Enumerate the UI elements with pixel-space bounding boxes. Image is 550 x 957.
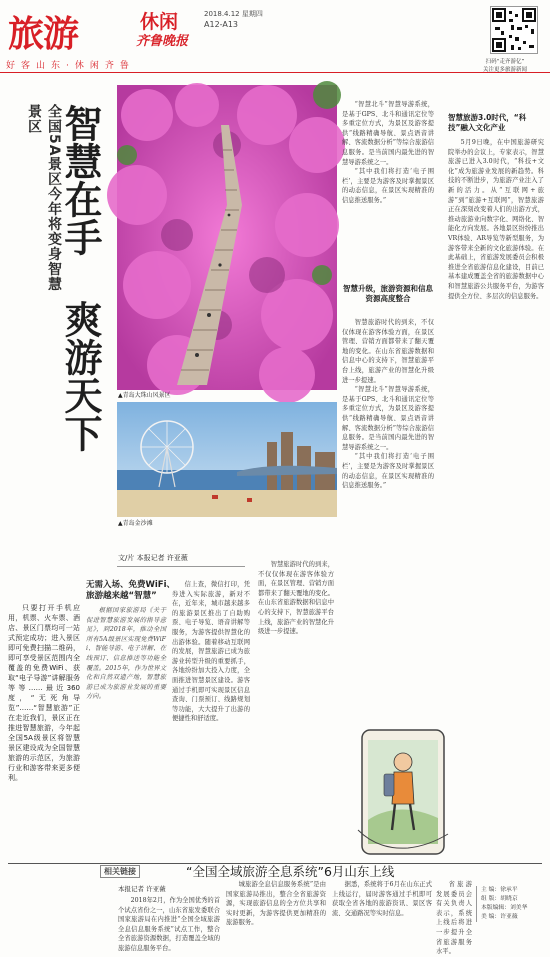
qr-caption-line1: 扫码“走齐游亿”: [485, 59, 525, 65]
col4-text3-cont: 智慧旅游时代的到来，不仅仅体现在游客体验方面，在景区管理、营销方面都带来了翻天覆地的变化。在山东省旅游数据和信息中心的支持下，智慧旅游平台上线，旅游产业的智慧化升级进一步提速。: [258, 561, 334, 636]
col4-text1-repeat: “智慧北斗”智慧导游系统，是基于GPS、北斗和通讯定位等多重定位方式，为景区及游客提供“线路精确导航、景点语音讲解、客流数据分析”等综合旅游信息服务。是当前国内最先进的智慧导游系统之一。: [342, 386, 434, 451]
column-4: [342, 100, 434, 278]
sidebar-text: 只要打开手机应用，机票、火车票、酒店、景区门票均可一站式预定成功；进入景区即可免费扫描二维码，即可享受景区范围内全覆盖的免费WiFi、获取“电子导游”讲解服务等等……最近360度，“无死角导览”……“智慧旅游”正在走近我们，景区正在推进智慧旅游，今年起全国5A级景区将智慧景区建设成为全国智慧旅游的示范区，为旅游行业和游客带来更多便利。: [8, 604, 80, 782]
credit-line2: 组 版：胡晓京: [481, 896, 518, 902]
col3-text: 信上查，微信打印，凭券进入实际旅游，新对不在，近年来，城市越来越多的旅游景区推出了自助购票、电子导览、语音讲解等服务，为游客提供智慧化的出游体验。随着移动互联网的发展，智慧旅游已成为旅游业转型升级的重要抓手，各地纷纷加大投入力度，全面推进智慧景区建设。游客通过手机即可实现景区信息查询、门票预订、线路规划等功能，大大提升了出游的便捷性和舒适度。: [172, 581, 250, 723]
col4-text3: 智慧旅游时代的到来，不仅仅体现在游客体验方面，在景区管理、营销方面都带来了翻天覆地的变化。在山东省旅游数据和信息中心的支持下，智慧旅游平台上线，旅游产业的智慧化升级进一步提速。: [342, 319, 434, 384]
column-4b: [258, 560, 334, 860]
photo1-caption: ▲青岛大珠山风景区: [118, 392, 171, 399]
col4-subhead: 智慧升级，旅游资源和信息资源高度整合: [343, 284, 433, 303]
bottom-text2: 城旅游全息信息服务系统”是由国家旅游局推出，整合全省旅游资源，实现旅游信息的全方位共享和实时更新，为游客提供更加精准的旅游服务。: [226, 881, 326, 927]
bottom-byline: 本报记者 许亚薇: [118, 885, 166, 893]
sidebar-title-line2: 旅游越来越“智慧”: [86, 591, 157, 601]
photo2-caption: ▲青岛金沙滩: [118, 520, 153, 527]
bottom-text1: 2018年2月，作为全国优秀的首个试点省份之一，山东省旅发委联合国家旅游局在内推进“全国全域旅游全息信息服务系统”试点工作，整合全省旅游资源数据，打造覆盖全域的旅游信息服务平台。: [118, 897, 220, 952]
byline-rule: [117, 566, 245, 567]
masthead-title: 旅游: [8, 14, 79, 55]
masthead-subtitle: 休闲: [140, 11, 179, 33]
headline-line2: 爽游天下: [58, 300, 102, 452]
photo-beach: [117, 402, 337, 517]
credit-line4: 美 编：许亚薇: [481, 914, 518, 920]
column-3: [172, 580, 250, 860]
bottom-col1: [118, 896, 220, 952]
photo-mountain-flowers: [117, 85, 337, 390]
bottom-col4: [436, 880, 472, 956]
col4-text1: “智慧北斗”智慧导游系统，是基于GPS、北斗和通讯定位等多重定位方式，为景区及游客提供“线路精确导航、景点语音讲解、客流数据分析”等综合旅游信息服务。是当前国内最先进的智慧导游系统之一。: [342, 101, 434, 166]
qr-caption: [462, 58, 548, 74]
sidebar-title-line1: 无需入场、免费WiFi、: [86, 580, 176, 590]
intro-text: 根据国家旅游局《关于促进智慧旅游发展的指导意见》，到2018年，推动全国所有5A级景区实现免费WiFi、智能导游、电子讲解、在线预订、信息推送等功能全覆盖。2015年，作为世界文化和自然双遗产地，智慧旅游已成为旅游业发展的重要方向。: [86, 607, 166, 701]
related-label: 相关链接: [100, 865, 140, 878]
col5-subhead: 智慧旅游3.0时代，“科技”融入文化产业: [448, 113, 527, 132]
bottom-col2: [226, 880, 326, 942]
headline-kicker: 全国5A景区今年将变身智慧景区: [26, 104, 62, 292]
credit-line3: 本版编辑：刘美华: [481, 905, 528, 911]
column-5: [448, 138, 544, 863]
credits-box: [476, 886, 544, 922]
credit-line1: 主 编：徐承平: [481, 887, 518, 893]
masthead-paper: 齐鲁晚报: [136, 34, 189, 49]
headline-line1: 智慧在手: [58, 104, 102, 256]
bottom-col3: [332, 880, 432, 942]
col4-text2: “其中我们将打造‘电子围栏’，主要是为游客及时掌握景区的动态信息，在景区实现精准的信息推送服务。”: [342, 168, 434, 204]
bottom-text4: 省旅游发展委员会有关负责人表示，系统上线后将进一步提升全省旅游服务水平。: [436, 881, 472, 956]
qr-code-icon[interactable]: [490, 6, 538, 54]
bottom-text3: 据悉，系统将于6月在山东正式上线运行，届时游客通过手机即可获取全省各地的旅游资讯、景区客流、交通路况等实时信息。: [332, 881, 432, 917]
col5-text: 5月9日晚，在中国旅游研究院举办的会议上，专家表示，智慧旅游已进入3.0时代，“科技+文化”成为旅游业发展的新趋势。科技的不断进步，为旅游产业注入了新的活力。从“互联网+旅游”到“旅游+互联网”，智慧旅游正在深刻改变着人们的出游方式，推动旅游业向数字化、网络化、智能化方向发展。各地景区纷纷推出VR体验、AR导览等新型服务，为游客带来全新的文化旅游体验。在此基础上，省旅游发展委员会积极推进全省旅游信息化建设，目前已基本建成覆盖全省的旅游数据中心和智慧旅游公共服务平台，为游客提供全方位、多层次的信息服务。: [448, 139, 544, 300]
col4-text2-repeat: “其中我们将打造‘电子围栏’，主要是为游客及时掌握景区的动态信息，在景区实现精准的信息推送服务。”: [342, 453, 434, 490]
qr-caption-line2: 关注更多旅游新闻: [482, 67, 527, 73]
masthead-date: 2018.4.12 星期四: [204, 10, 263, 18]
intro-column: [86, 606, 166, 861]
masthead-pages: A12-A13: [204, 20, 239, 29]
bottom-headline: “全国全域旅游全息系统”6月山东上线: [186, 864, 395, 879]
illustration-traveller: [348, 700, 458, 860]
masthead-slogan: 好客山东·休闲齐鲁: [6, 61, 135, 71]
sidebar-body: [8, 603, 80, 861]
main-byline: 文/片 本报记者 许亚薇: [118, 554, 188, 562]
